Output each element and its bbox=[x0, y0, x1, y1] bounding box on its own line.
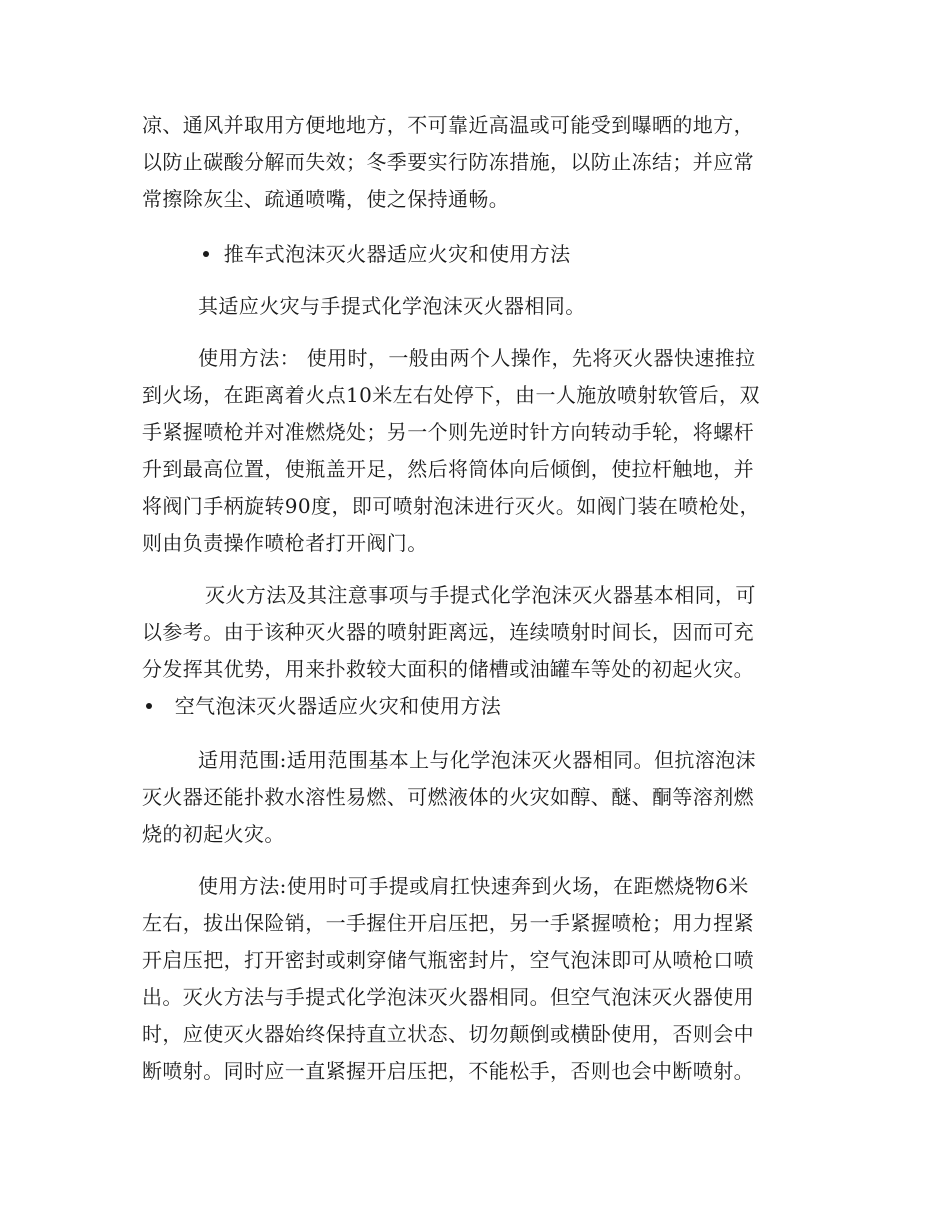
paragraph-line: 以参考。由于该种灭火器的喷射距离远，连续喷射时间长，因而可充 bbox=[142, 620, 754, 644]
paragraph-line: 断喷射。同时应一直紧握开启压把，不能松手，否则也会中断喷射。 bbox=[142, 1059, 754, 1083]
paragraph-line: 其适应火灾与手提式化学泡沫灭火器相同。 bbox=[198, 294, 586, 318]
paragraph-line: 使用方法： 使用时，一般由两个人操作，先将灭火器快速推拉 bbox=[198, 346, 756, 370]
paragraph-line: 凉、通风并取用方便地地方，不可靠近高温或可能受到曝晒的地方， bbox=[142, 113, 754, 137]
paragraph-line: 灭火器还能扑救水溶性易燃、可燃液体的火灾如醇、醚、酮等溶剂燃 bbox=[142, 785, 754, 809]
paragraph-line: 灭火方法及其注意事项与手提式化学泡沫灭火器基本相同，可 bbox=[205, 583, 756, 607]
paragraph-line: 将阀门手柄旋转90度，即可喷射泡沫进行灭火。如阀门装在喷枪处， bbox=[142, 494, 760, 518]
paragraph-line: 烧的初起火灾。 bbox=[142, 822, 285, 846]
paragraph-line: 以防止碳酸分解而失效；冬季要实行防冻措施，以防止冻结；并应常 bbox=[142, 150, 754, 174]
paragraph-line: 则由负责操作喷枪者打开阀门。 bbox=[142, 531, 428, 555]
bullet-icon bbox=[203, 251, 209, 257]
paragraph-line: 使用方法:使用时可手提或肩扛快速奔到火场，在距燃烧物6米 bbox=[198, 874, 749, 898]
paragraph-line: 到火场，在距离着火点10米左右处停下，由一人施放喷射软管后，双 bbox=[142, 383, 760, 407]
section-heading-text: 推车式泡沫灭火器适应火灾和使用方法 bbox=[223, 242, 571, 266]
section-heading-text: 空气泡沫灭火器适应火灾和使用方法 bbox=[174, 694, 502, 718]
paragraph-line: 分发挥其优势，用来扑救较大面积的储槽或油罐车等处的初起火灾。 bbox=[142, 657, 754, 681]
paragraph-line: 升到最高位置，使瓶盖开足，然后将筒体向后倾倒，使拉杆触地，并 bbox=[142, 457, 754, 481]
paragraph-line: 适用范围:适用范围基本上与化学泡沫灭火器相同。但抗溶泡沫 bbox=[198, 748, 756, 772]
paragraph-line: 出。灭火方法与手提式化学泡沫灭火器相同。但空气泡沫灭火器使用 bbox=[142, 985, 754, 1009]
section-heading bbox=[146, 688, 501, 725]
section-heading bbox=[203, 236, 571, 273]
paragraph-line: 开启压把，打开密封或刺穿储气瓶密封片，空气泡沫即可从喷枪口喷 bbox=[142, 948, 754, 972]
paragraph-line: 常擦除灰尘、疏通喷嘴，使之保持通畅。 bbox=[142, 187, 510, 211]
paragraph-line: 左右，拔出保险销，一手握住开启压把，另一手紧握喷枪；用力捏紧 bbox=[142, 911, 754, 935]
paragraph-line: 时，应使灭火器始终保持直立状态、切勿颠倒或横卧使用，否则会中 bbox=[142, 1022, 754, 1046]
paragraph-line: 手紧握喷枪并对准燃烧处；另一个则先逆时针方向转动手轮，将螺杆 bbox=[142, 420, 754, 444]
bullet-icon bbox=[146, 703, 152, 709]
